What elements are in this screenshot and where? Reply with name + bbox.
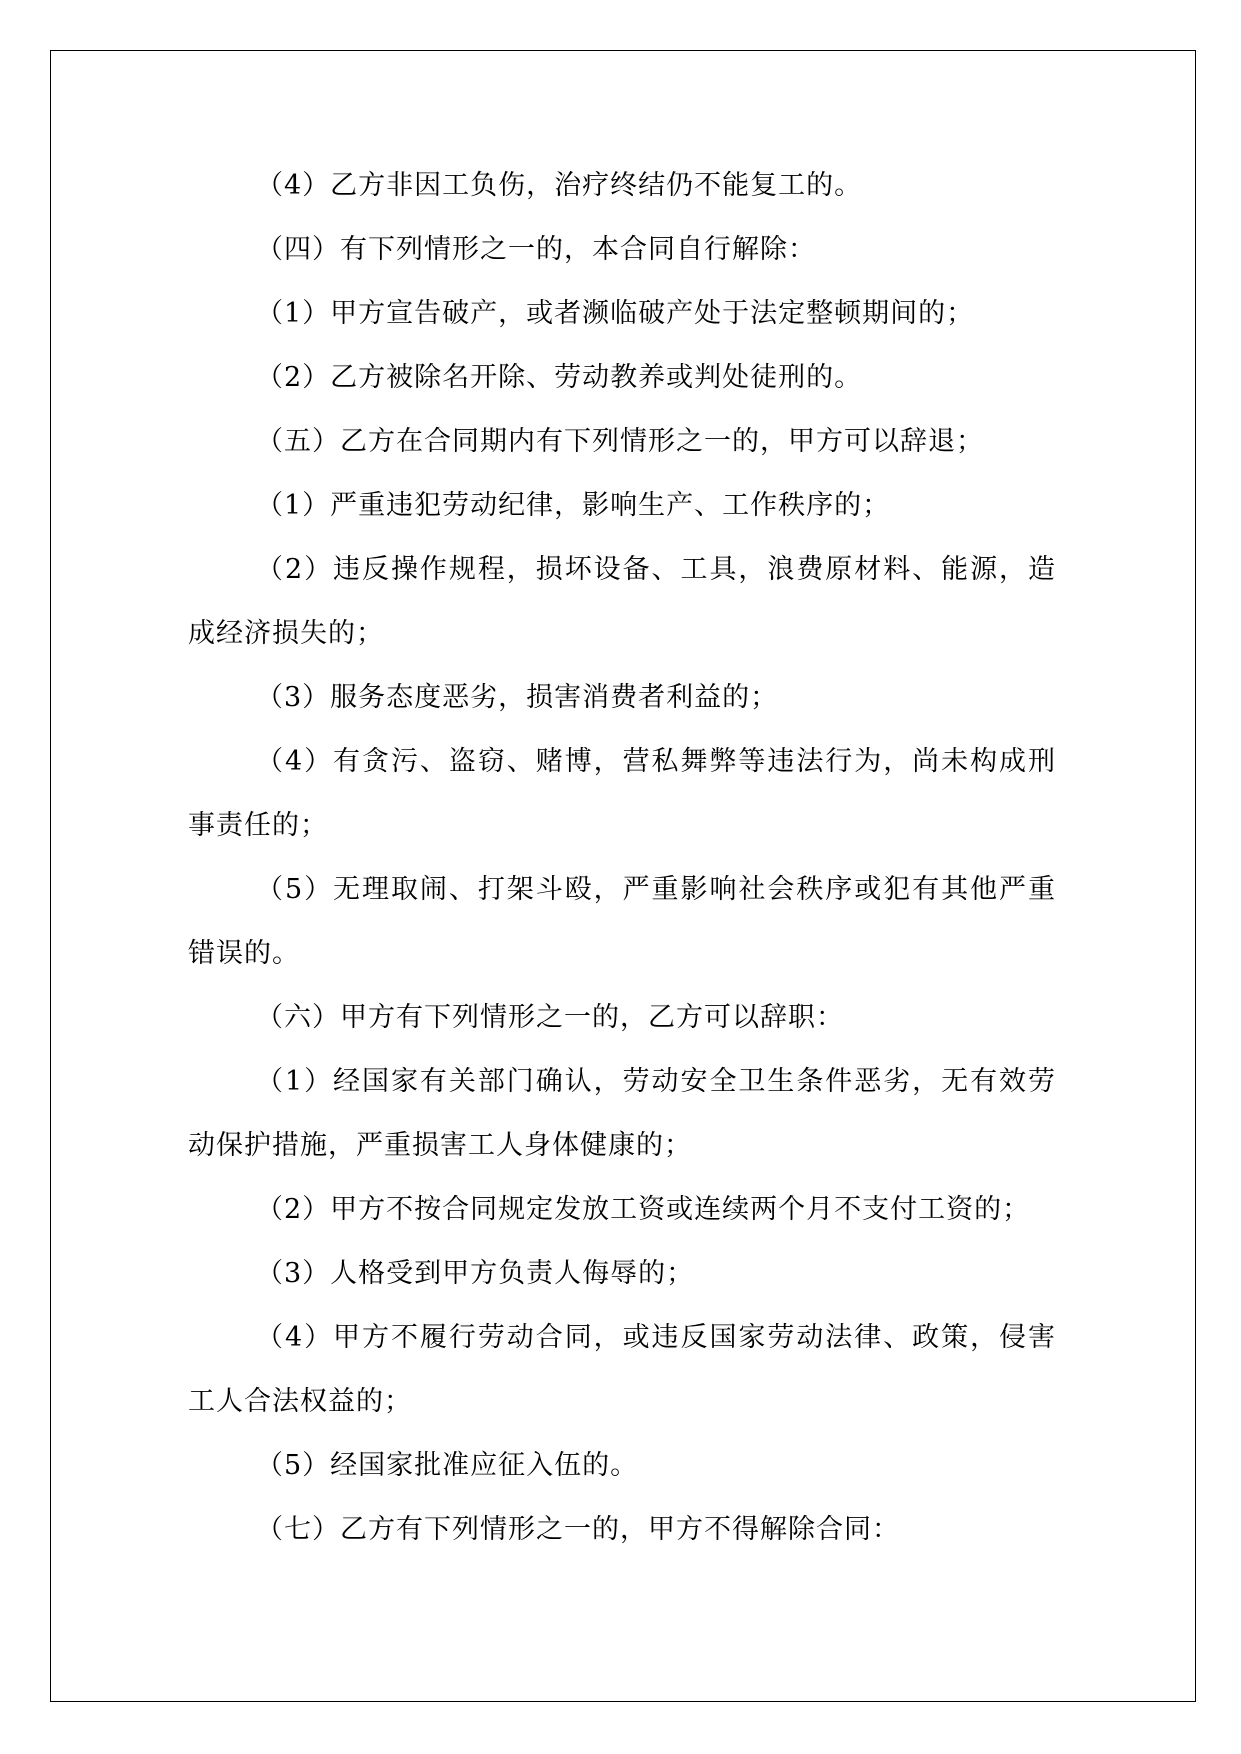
section-heading: （五）乙方在合同期内有下列情形之一的，甲方可以辞退； [256, 426, 984, 457]
section-heading: （四）有下列情形之一的，本合同自行解除： [256, 234, 816, 265]
paragraph: （3）服务态度恶劣，损害消费者利益的； [256, 682, 779, 713]
paragraph: （5）无理取闹、打架斗殴，严重影响社会秩序或犯有其他严重错误的。 [188, 874, 1056, 969]
paragraph: （3）人格受到甲方负责人侮辱的； [256, 1258, 695, 1289]
paragraph: （1）严重违犯劳动纪律，影响生产、工作秩序的； [256, 490, 891, 521]
paragraph: （4）有贪污、盗窃、赌博，营私舞弊等违法行为，尚未构成刑事责任的； [188, 746, 1056, 841]
paragraph: （1）经国家有关部门确认，劳动安全卫生条件恶劣，无有效劳动保护措施，严重损害工人身体健康的； [188, 1066, 1056, 1161]
section-heading: （六）甲方有下列情形之一的，乙方可以辞职： [256, 1002, 844, 1033]
paragraph: （5）经国家批准应征入伍的。 [256, 1450, 639, 1481]
paragraph: （4）乙方非因工负伤，治疗终结仍不能复工的。 [256, 170, 863, 201]
paragraph: （1）甲方宣告破产，或者濒临破产处于法定整顿期间的； [256, 298, 975, 329]
paragraph: （2）甲方不按合同规定发放工资或连续两个月不支付工资的； [256, 1194, 1031, 1225]
paragraph: （2）违反操作规程，损坏设备、工具，浪费原材料、能源，造成经济损失的； [188, 554, 1056, 649]
paragraph: （4）甲方不履行劳动合同，或违反国家劳动法律、政策，侵害工人合法权益的； [188, 1322, 1056, 1417]
paragraph: （2）乙方被除名开除、劳动教养或判处徒刑的。 [256, 362, 863, 393]
section-heading: （七）乙方有下列情形之一的，甲方不得解除合同： [256, 1514, 900, 1545]
document-body [188, 154, 1056, 1562]
